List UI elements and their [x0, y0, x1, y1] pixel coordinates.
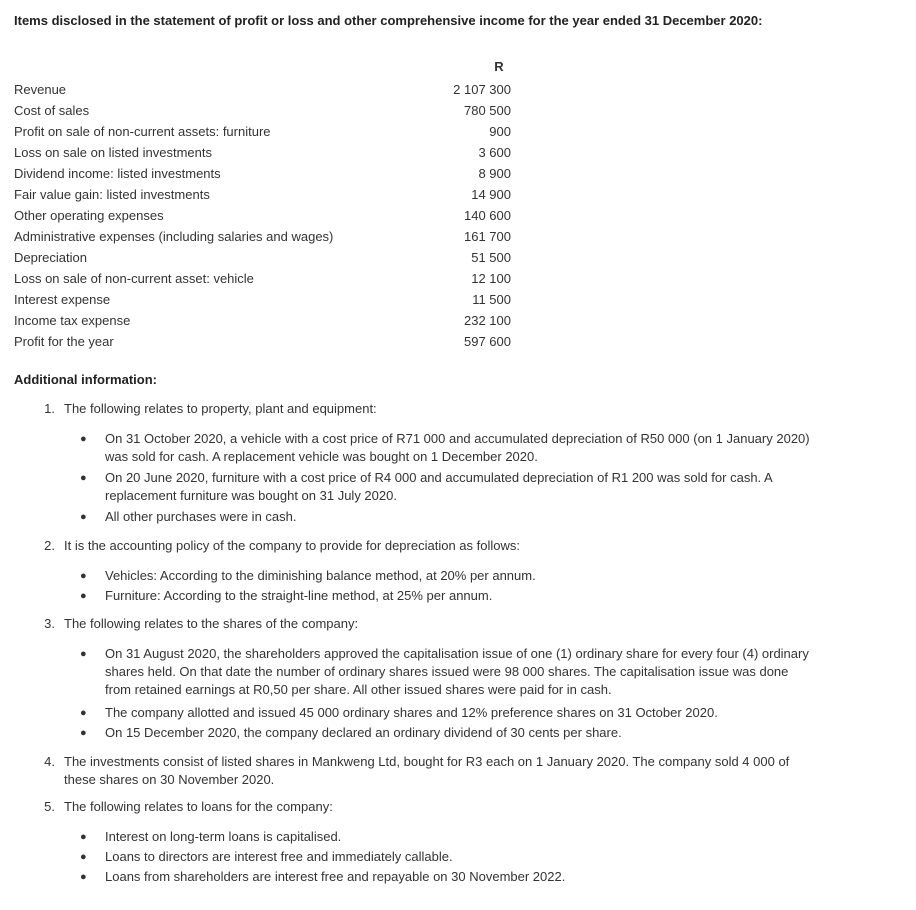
- row-label: Loss on sale of non-current asset: vehicle: [14, 271, 254, 286]
- row-label: Profit for the year: [14, 334, 114, 349]
- bullet-icon: ●: [80, 831, 87, 843]
- row-label: Profit on sale of non-current assets: furniture: [14, 124, 271, 139]
- row-amount: 161 700: [464, 229, 511, 244]
- table-row: [14, 310, 534, 331]
- row-amount: 51 500: [471, 250, 511, 265]
- page-title: Items disclosed in the statement of profit or loss and other comprehensive income for the year ended 31 December 2020:: [14, 13, 763, 28]
- bullet-icon: ●: [80, 871, 87, 883]
- table-row: [14, 289, 534, 310]
- list-item-text: The following relates to the shares of the company:: [64, 616, 359, 631]
- table-row: [14, 163, 534, 184]
- bullet-text: All other purchases were in cash.: [105, 509, 297, 524]
- row-amount: 12 100: [471, 271, 511, 286]
- bullet-icon: ●: [80, 570, 87, 582]
- bullet-text: Furniture: According to the straight-line method, at 25% per annum.: [105, 588, 493, 603]
- row-label: Dividend income: listed investments: [14, 166, 221, 181]
- list-number: 5.: [44, 799, 55, 814]
- row-label: Interest expense: [14, 292, 111, 307]
- bullet-text: On 31 October 2020, a vehicle with a cost price of R71 000 and accumulated depreciation of R50 000 (on 1 January 2020) was sold for cash. A replacement vehicle was bought on 1 December 2020.: [105, 431, 810, 464]
- bullet-icon: ●: [80, 851, 87, 863]
- list-number: 2.: [44, 538, 55, 553]
- table-row: [14, 247, 534, 268]
- row-amount: 11 500: [472, 292, 511, 307]
- table-row: [14, 142, 534, 163]
- currency-column-header: R: [494, 59, 504, 74]
- table-row: [14, 100, 534, 121]
- row-amount: 8 900: [478, 166, 511, 181]
- row-amount: 140 600: [464, 208, 511, 223]
- bullet-icon: ●: [80, 433, 87, 445]
- bullet-icon: ●: [80, 590, 87, 602]
- bullet-text: The company allotted and issued 45 000 ordinary shares and 12% preference shares on 31 October 2020.: [105, 705, 718, 720]
- row-amount: 3 600: [478, 145, 511, 160]
- bullet-text: Loans from shareholders are interest free and repayable on 30 November 2022.: [105, 869, 566, 884]
- row-amount: 232 100: [464, 313, 511, 328]
- bullet-text: Loans to directors are interest free and immediately callable.: [105, 849, 453, 864]
- table-row: [14, 121, 534, 142]
- bullet-icon: ●: [80, 472, 87, 484]
- row-label: Fair value gain: listed investments: [14, 187, 210, 202]
- row-amount: 2 107 300: [453, 82, 511, 97]
- row-amount: 780 500: [464, 103, 511, 118]
- bullet-icon: ●: [80, 648, 87, 660]
- list-number: 3.: [44, 616, 55, 631]
- table-row: [14, 184, 534, 205]
- table-row: [14, 331, 534, 352]
- bullet-icon: ●: [80, 727, 87, 739]
- row-label: Loss on sale on listed investments: [14, 145, 212, 160]
- row-label: Income tax expense: [14, 313, 131, 328]
- list-number: 4.: [44, 754, 55, 769]
- row-label: Depreciation: [14, 250, 87, 265]
- list-item-text: It is the accounting policy of the company to provide for depreciation as follows:: [64, 538, 520, 553]
- row-amount: 597 600: [464, 334, 511, 349]
- document: [14, 11, 904, 884]
- list-item-text: The following relates to property, plant and equipment:: [64, 401, 377, 416]
- row-label: Administrative expenses (including salaries and wages): [14, 229, 334, 244]
- additional-info-heading: Additional information:: [14, 372, 157, 387]
- row-label: Other operating expenses: [14, 208, 164, 223]
- list-item-text: The following relates to loans for the company:: [64, 799, 333, 814]
- bullet-text: On 31 August 2020, the shareholders approved the capitalisation issue of one (1) ordinary share for every four (4) ordinary shares held. On that date the number of ordinary shares issued were 98 000 shares. The capitalisation issue was done from retained earnings at R0,50 per share. All other issued shares were paid for in cash.: [105, 646, 809, 697]
- bullet-text: Interest on long-term loans is capitalised.: [105, 829, 342, 844]
- table-row: [14, 268, 534, 289]
- bullet-text: Vehicles: According to the diminishing balance method, at 20% per annum.: [105, 568, 536, 583]
- list-item-text: The investments consist of listed shares in Mankweng Ltd, bought for R3 each on 1 January 2020. The company sold 4 000 of these shares on 30 November 2020.: [64, 754, 790, 787]
- table-row: [14, 226, 534, 247]
- row-label: Cost of sales: [14, 103, 90, 118]
- bullet-icon: ●: [80, 511, 87, 523]
- bullet-icon: ●: [80, 707, 87, 719]
- table-row: [14, 205, 534, 226]
- row-label: Revenue: [14, 82, 67, 97]
- bullet-text: On 15 December 2020, the company declared an ordinary dividend of 30 cents per share.: [105, 725, 622, 740]
- row-amount: 14 900: [471, 187, 511, 202]
- row-amount: 900: [489, 124, 511, 139]
- list-number: 1.: [44, 401, 55, 416]
- bullet-text: On 20 June 2020, furniture with a cost price of R4 000 and accumulated depreciation of R1 200 was sold for cash. A replacement furniture was bought on 31 July 2020.: [105, 470, 773, 503]
- table-row: [14, 79, 534, 100]
